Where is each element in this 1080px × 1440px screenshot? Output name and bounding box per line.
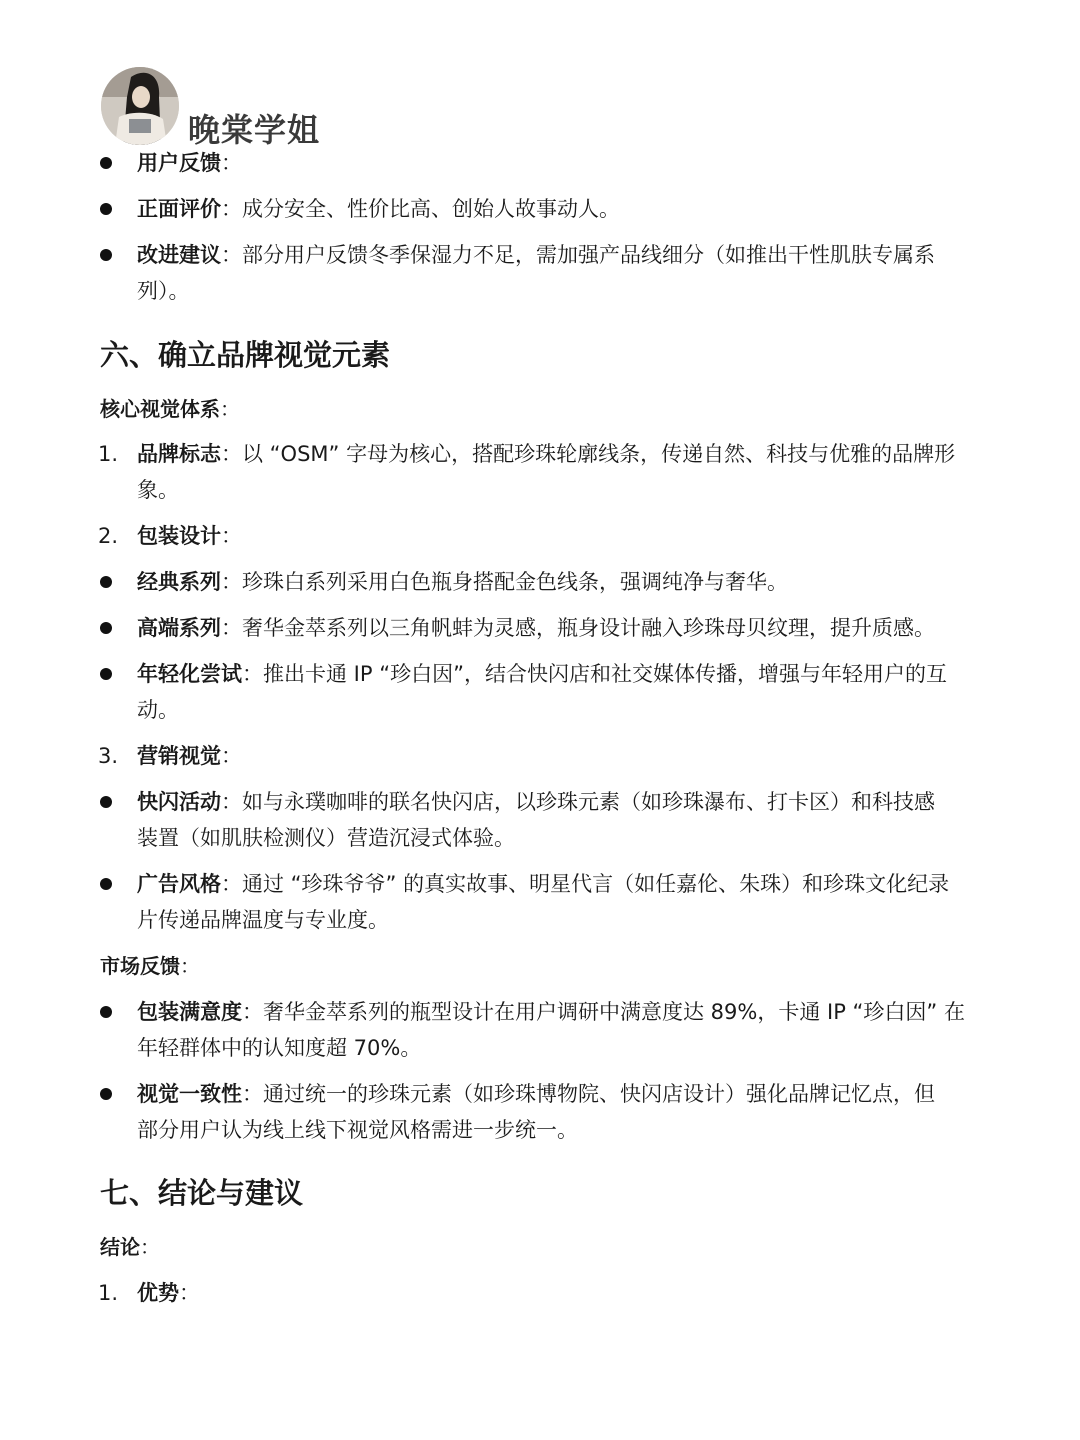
colon: ：: [242, 1000, 263, 1024]
colon: ：: [180, 954, 200, 978]
list-number: 3.: [98, 744, 119, 768]
item-label: 优势: [137, 1281, 179, 1305]
item-label: 视觉一致性: [137, 1082, 242, 1106]
label-text: 核心视觉体系: [100, 397, 220, 421]
colon: ：: [221, 872, 242, 896]
subsection-label: [100, 1232, 160, 1262]
author-name: 晚棠学姐: [188, 111, 321, 149]
item-text: 通过统一的珍珠元素（如珍珠博物院、快闪店设计）强化品牌记忆点，但: [263, 1082, 935, 1106]
avatar-photo: [101, 67, 179, 145]
item-text: 如与永璞咖啡的联名快闪店，以珍珠元素（如珍珠瀑布、打卡区）和科技感: [242, 790, 935, 814]
list-number: 1.: [98, 442, 119, 466]
item-text: 成分安全、性价比高、创始人故事动人。: [242, 197, 620, 221]
bullet-icon: [100, 203, 112, 215]
bullet-icon: [100, 1006, 112, 1018]
list-item: [137, 439, 955, 469]
bullet-icon: [100, 576, 112, 588]
bullet-icon: [100, 622, 112, 634]
colon: ：: [179, 1281, 200, 1305]
list-item: [137, 148, 242, 178]
avatar: [101, 67, 179, 145]
bullet-icon: [100, 1088, 112, 1100]
item-text: 以 “OSM” 字母为核心，搭配珍珠轮廓线条，传递自然、科技与优雅的品牌形: [242, 442, 956, 466]
item-text-continued: 片传递品牌温度与专业度。: [137, 908, 389, 932]
item-text-continued: 装置（如肌肤检测仪）营造沉浸式体验。: [137, 826, 515, 850]
item-label: 包装设计: [137, 524, 221, 548]
item-label: 正面评价: [137, 197, 221, 221]
item-label: 经典系列: [137, 570, 221, 594]
item-text-continued: 象。: [137, 478, 179, 502]
item-label: 品牌标志: [137, 442, 221, 466]
colon: ：: [221, 790, 242, 814]
item-text-continued: 动。: [137, 698, 179, 722]
list-item: [137, 741, 242, 771]
list-item: [137, 521, 242, 551]
colon: ：: [220, 397, 240, 421]
list-item: [137, 240, 935, 270]
item-text-continued: 部分用户认为线上线下视觉风格需进一步统一。: [137, 1118, 578, 1142]
item-label: 年轻化尝试: [137, 662, 242, 686]
label-text: 结论: [100, 1235, 140, 1259]
item-label: 包装满意度: [137, 1000, 242, 1024]
list-item: [137, 613, 935, 643]
section-heading: 六、确立品牌视觉元素: [100, 338, 391, 372]
item-label: 用户反馈: [137, 151, 221, 175]
bullet-icon: [100, 796, 112, 808]
section-heading: 七、结论与建议: [100, 1176, 304, 1210]
list-number: 2.: [98, 524, 119, 548]
list-number: 1.: [98, 1281, 119, 1305]
bullet-icon: [100, 878, 112, 890]
item-text: 通过 “珍珠爷爷” 的真实故事、明星代言（如任嘉伦、朱珠）和珍珠文化纪录: [242, 872, 950, 896]
item-text-continued: 列）。: [137, 279, 190, 303]
colon: ：: [221, 151, 242, 175]
item-label: 高端系列: [137, 616, 221, 640]
list-item: [137, 1079, 935, 1109]
item-text: 奢华金萃系列的瓶型设计在用户调研中满意度达 89%，卡通 IP “珍白因” 在: [263, 1000, 965, 1024]
subsection-label: [100, 394, 240, 424]
bullet-icon: [100, 668, 112, 680]
colon: ：: [242, 1082, 263, 1106]
colon: ：: [221, 570, 242, 594]
item-text: 奢华金萃系列以三角帆蚌为灵感，瓶身设计融入珍珠母贝纹理，提升质感。: [242, 616, 935, 640]
list-item: [137, 567, 788, 597]
item-label: 改进建议: [137, 243, 221, 267]
list-item: [137, 194, 620, 224]
item-label: 广告风格: [137, 872, 221, 896]
list-item: [137, 659, 947, 689]
bullet-icon: [100, 249, 112, 261]
colon: ：: [242, 662, 263, 686]
item-text: 珍珠白系列采用白色瓶身搭配金色线条，强调纯净与奢华。: [242, 570, 788, 594]
colon: ：: [221, 243, 242, 267]
list-item: [137, 869, 949, 899]
colon: ：: [221, 197, 242, 221]
subsection-label: [100, 951, 200, 981]
list-item: [137, 787, 935, 817]
colon: ：: [221, 442, 242, 466]
colon: ：: [221, 744, 242, 768]
item-text: 部分用户反馈冬季保湿力不足，需加强产品线细分（如推出干性肌肤专属系: [242, 243, 935, 267]
item-label: 营销视觉: [137, 744, 221, 768]
colon: ：: [221, 524, 242, 548]
bullet-icon: [100, 157, 112, 169]
colon: ：: [140, 1235, 160, 1259]
list-item: [137, 1278, 200, 1308]
list-item: [137, 997, 965, 1027]
item-text: 推出卡通 IP “珍白因”，结合快闪店和社交媒体传播，增强与年轻用户的互: [263, 662, 947, 686]
item-label: 快闪活动: [137, 790, 221, 814]
colon: ：: [221, 616, 242, 640]
item-text-continued: 年轻群体中的认知度超 70%。: [137, 1036, 422, 1060]
label-text: 市场反馈: [100, 954, 180, 978]
